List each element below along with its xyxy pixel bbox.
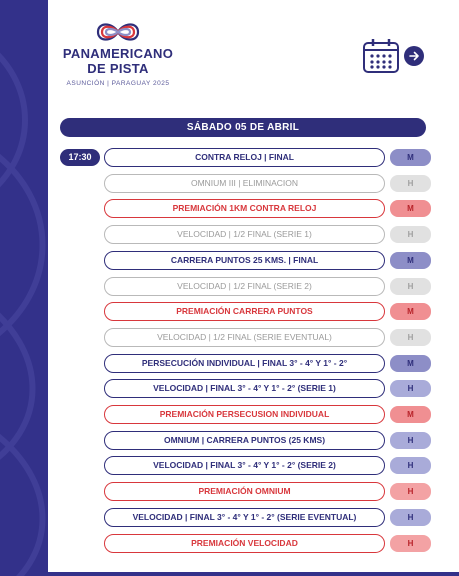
category-badge: H — [390, 278, 431, 295]
category-badge: H — [390, 509, 431, 526]
calendar-icon[interactable] — [362, 38, 400, 79]
event-label[interactable]: VELOCIDAD | FINAL 3° - 4° Y 1° - 2° (SERIE 1) — [104, 379, 385, 398]
event-label[interactable]: VELOCIDAD | FINAL 3° - 4° Y 1° - 2° (SERIE 2) — [104, 456, 385, 475]
side-decoration-band — [0, 0, 48, 576]
schedule-row — [104, 225, 431, 244]
event-label[interactable]: PREMIACIÓN CARRERA PUNTOS — [104, 302, 385, 321]
bottom-divider — [48, 572, 459, 576]
start-time-badge: 17:30 — [60, 149, 100, 166]
calendar-icon-graphic — [362, 38, 400, 74]
category-badge: H — [390, 483, 431, 500]
category-badge: H — [390, 175, 431, 192]
schedule-row — [104, 277, 431, 296]
schedule-row — [104, 482, 431, 501]
category-badge: H — [390, 380, 431, 397]
schedule-row — [104, 302, 431, 321]
category-badge: M — [390, 355, 431, 372]
event-label[interactable]: VELOCIDAD | 1/2 FINAL (SERIE 2) — [104, 277, 385, 296]
category-badge: H — [390, 535, 431, 552]
event-label[interactable]: VELOCIDAD | FINAL 3° - 4° Y 1° - 2° (SERIE EVENTUAL) — [104, 508, 385, 527]
category-badge: H — [390, 226, 431, 243]
schedule-row — [104, 508, 431, 527]
event-label[interactable]: PREMIACIÓN VELOCIDAD — [104, 534, 385, 553]
next-day-button[interactable] — [404, 46, 424, 66]
event-label[interactable]: PREMIACIÓN PERSECUSION INDIVIDUAL — [104, 405, 385, 424]
side-pattern-icon — [0, 0, 48, 576]
schedule-row — [104, 405, 431, 424]
event-label[interactable]: VELOCIDAD | 1/2 FINAL (SERIE EVENTUAL) — [104, 328, 385, 347]
schedule-row — [104, 174, 431, 193]
schedule-row — [104, 328, 431, 347]
schedule-row — [104, 431, 431, 450]
schedule-row — [104, 354, 431, 373]
event-label[interactable]: OMNIUM III | ELIMINACION — [104, 174, 385, 193]
schedule-row — [104, 251, 431, 270]
event-logo — [48, 18, 188, 87]
arrow-right-icon — [408, 50, 420, 62]
event-label[interactable]: PERSECUCIÓN INDIVIDUAL | FINAL 3° - 4° Y 1° - 2° — [104, 354, 385, 373]
event-label[interactable]: CONTRA RELOJ | FINAL — [104, 148, 385, 167]
category-badge: M — [390, 149, 431, 166]
logo-title-line2: DE PISTA — [87, 61, 149, 76]
schedule-row — [104, 456, 431, 475]
category-badge: M — [390, 200, 431, 217]
schedule-row — [104, 379, 431, 398]
schedule-row — [104, 534, 431, 553]
event-label[interactable]: CARRERA PUNTOS 25 KMS. | FINAL — [104, 251, 385, 270]
infinity-logo-icon — [92, 18, 144, 46]
event-label[interactable]: PREMIACIÓN OMNIUM — [104, 482, 385, 501]
day-header: SÁBADO 05 DE ABRIL — [60, 118, 426, 137]
event-label[interactable]: PREMIACIÓN 1KM CONTRA RELOJ — [104, 199, 385, 218]
category-badge: H — [390, 432, 431, 449]
category-badge: M — [390, 303, 431, 320]
schedule-row — [104, 148, 431, 167]
schedule-row — [104, 199, 431, 218]
logo-subtitle: ASUNCIÓN | PARAGUAY 2025 — [66, 80, 170, 87]
category-badge: H — [390, 457, 431, 474]
event-label[interactable]: VELOCIDAD | 1/2 FINAL (SERIE 1) — [104, 225, 385, 244]
category-badge: M — [390, 252, 431, 269]
event-label[interactable]: OMNIUM | CARRERA PUNTOS (25 KMS) — [104, 431, 385, 450]
category-badge: M — [390, 406, 431, 423]
category-badge: H — [390, 329, 431, 346]
logo-title-line1: PANAMERICANO — [62, 46, 174, 61]
